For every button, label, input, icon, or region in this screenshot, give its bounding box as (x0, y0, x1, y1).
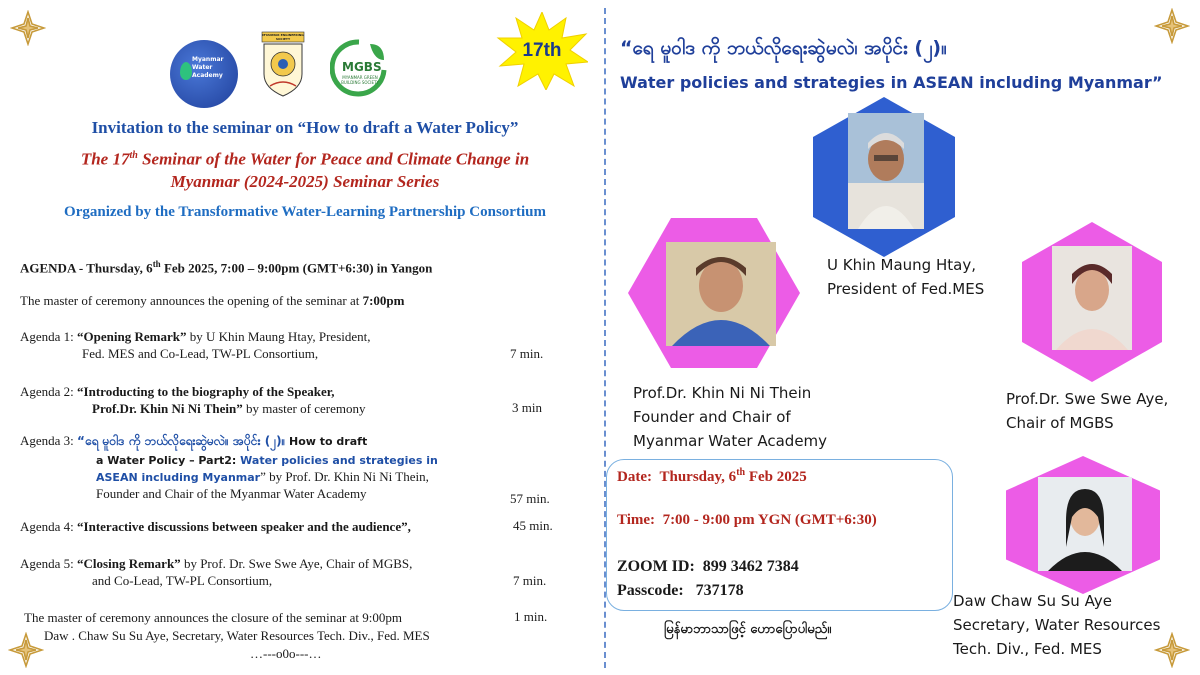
agenda-item-4: Agenda 4: “Interactive discussions between speaker and the audience”, (20, 519, 411, 534)
agenda-1-duration: 7 min. (510, 346, 544, 361)
president-caption: U Khin Maung Htay, President of Fed.MES (827, 256, 985, 298)
speaker-photo (666, 242, 776, 346)
president-photo (848, 113, 924, 229)
event-time: Time: 7:00 - 9:00 pm YGN (GMT+6:30) (617, 512, 877, 528)
secretary-photo (1038, 477, 1132, 571)
invitation-title: Invitation to the seminar on “How to draft a Water Policy” (91, 118, 519, 137)
speaker-caption: Prof.Dr. Khin Ni Ni Thein Founder and Chair of Myanmar Water Academy (633, 384, 828, 450)
agenda-3-duration: 57 min. (510, 491, 550, 506)
seminar-subtitle: The 17th Seminar of the Water for Peace and Climate Change in Myanmar (2024-2025) Seminar Series (80, 149, 530, 191)
mgbs-logo: MGBS MYANMAR GREEN BUILDING SOCIETY (330, 38, 388, 102)
event-date: Date: Thursday, 6th Feb 2025 (617, 467, 807, 485)
ornament-icon (10, 10, 46, 46)
agenda-4-duration: 45 min. (513, 518, 553, 533)
chair-caption: Prof.Dr. Swe Swe Aye, Chair of MGBS (1006, 390, 1169, 432)
closure-duration: 1 min. (514, 609, 548, 624)
ornament-icon (8, 632, 44, 668)
myanmar-water-academy-logo: Myanmar Water Academy (170, 40, 238, 108)
agenda-2-duration: 3 min (512, 400, 542, 415)
agenda-5-duration: 7 min. (513, 573, 547, 588)
chair-photo (1052, 246, 1132, 350)
agenda-item-5: Agenda 5: “Closing Remark” by Prof. Dr. Swe Swe Aye, Chair of MGBS, and Co-Lead, TW-PL Consortium, (20, 556, 413, 588)
end-mark: …---o0o---… (250, 646, 322, 661)
secretary-caption: Daw Chaw Su Su Aye Secretary, Water Resources Tech. Div., Fed. MES (953, 592, 1161, 658)
closure-by: Daw . Chaw Su Su Aye, Secretary, Water Resources Tech. Div., Fed. MES (44, 628, 430, 643)
language-note: မြန်မာဘာသာဖြင့် ဟောပြောပါမည်။ (664, 622, 832, 637)
organizer-line: Organized by the Transformative Water-Learning Partnership Consortium (64, 204, 546, 220)
engineering-society-crest-logo: MYANMAR ENGINEERING SOCIETY (256, 30, 310, 102)
right-title-myanmar: “ရေ မူဝါဒ ကို ဘယ်လိုရေးဆွဲမလဲ၊ အပိုင်း (၂)။ (620, 37, 947, 59)
seminar-number-badge: 17th (496, 12, 588, 90)
closure-announcement: The master of ceremony announces the closure of the seminar at 9:00pm (24, 610, 402, 625)
zoom-id[interactable]: ZOOM ID: 899 3462 7384 (617, 558, 799, 575)
agenda-item-3: Agenda 3: “ရေ မူဝါဒ ကို ဘယ်လိုရေးဆွဲမလဲ။ အပိုင်း (၂)။ How to draft a Water Policy – Part2: Water policies and strategies in ASEAN including Myanmar” by Prof. Dr. Khin Ni Ni Thein, Founder and Chair of the Myanmar Water Academy (20, 433, 438, 501)
opening-announcement: The master of ceremony announces the opening of the seminar at 7:00pm (20, 293, 405, 308)
agenda-item-2: Agenda 2: “Introducting to the biography of the Speaker, Prof.Dr. Khin Ni Ni Thein” by master of ceremony (20, 384, 366, 416)
agenda-item-1: Agenda 1: “Opening Remark” by U Khin Maung Htay, President, Fed. MES and Co-Lead, TW-PL Consortium, (20, 329, 371, 361)
right-title-english: Water policies and strategies in ASEAN including Myanmar” (620, 73, 1163, 92)
agenda-header: AGENDA - Thursday, 6th Feb 2025, 7:00 – 9:00pm (GMT+6:30) in Yangon (20, 259, 433, 276)
zoom-passcode: Passcode: 737178 (617, 582, 744, 599)
